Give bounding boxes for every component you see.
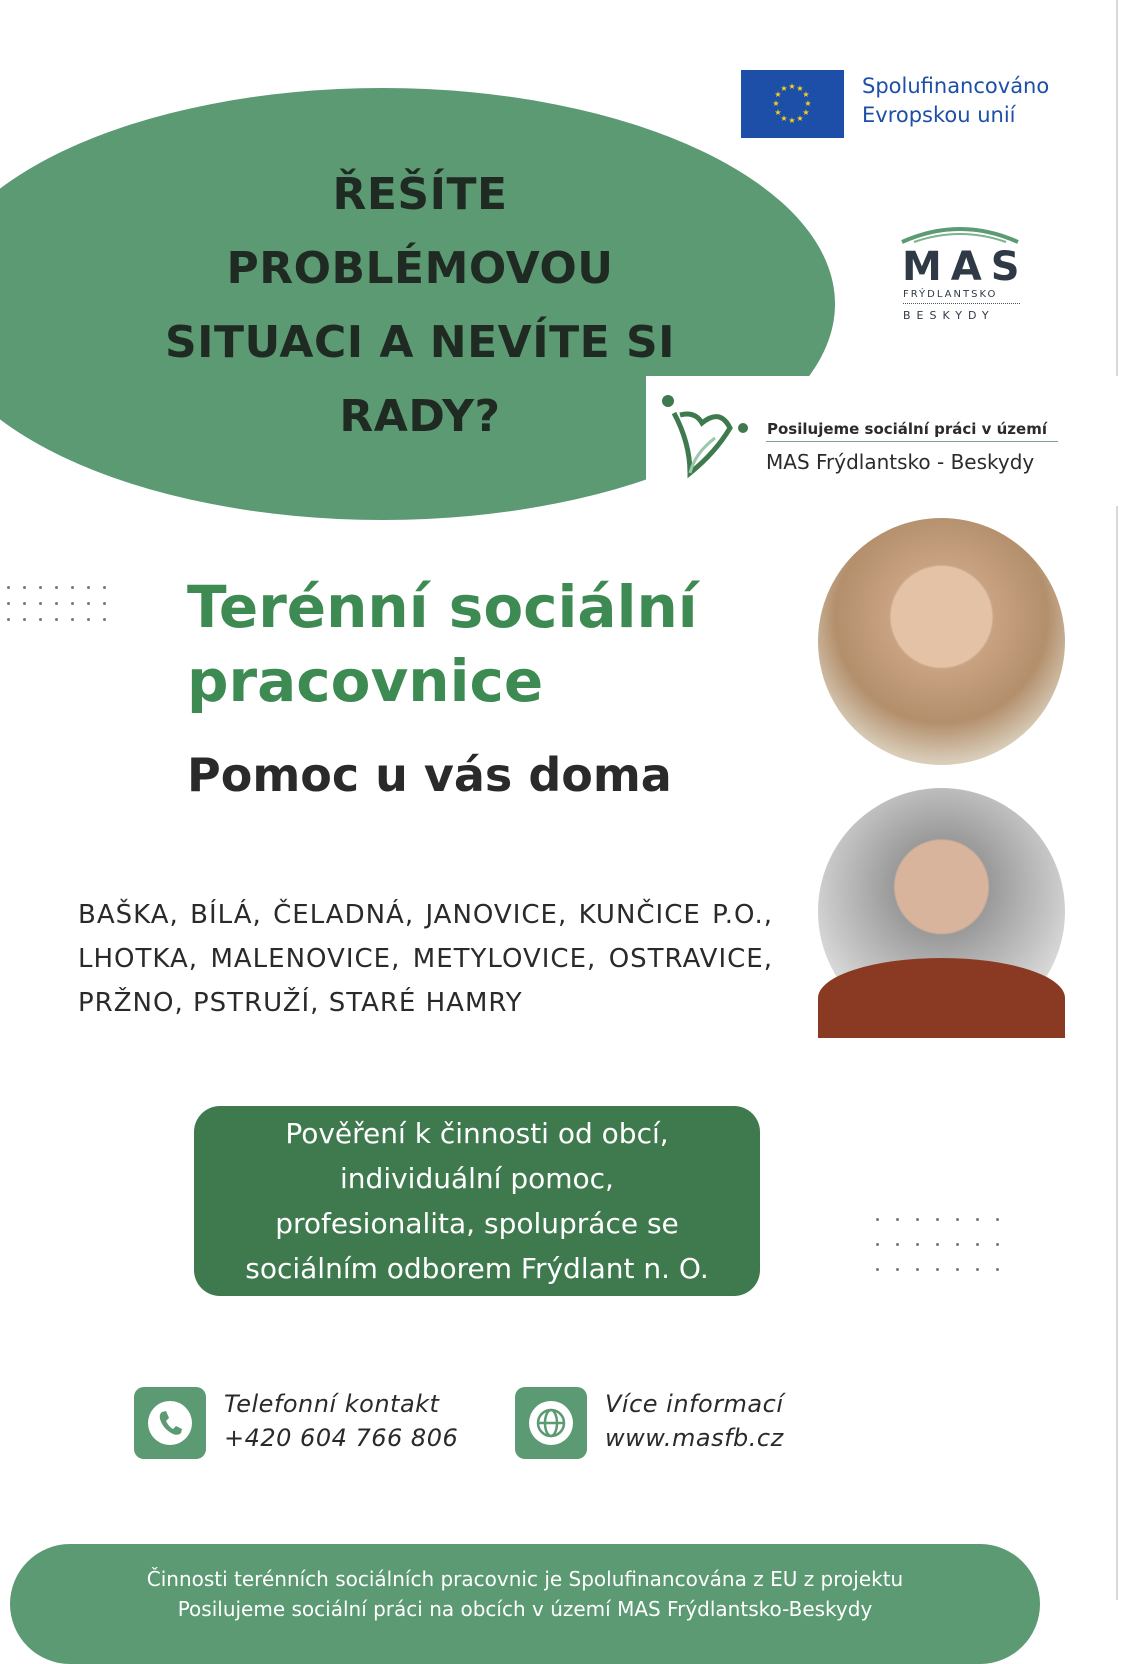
eu-flag-icon (741, 70, 844, 138)
svg-text:★: ★ (796, 114, 804, 123)
headline-line: SITUACI A NEVÍTE SI (164, 317, 676, 368)
portrait-photo-2 (818, 788, 1065, 1035)
headline-line: PROBLÉMOVOU (226, 243, 614, 294)
tagline-line1: Posilujeme sociální práci v území (767, 420, 1047, 438)
municipalities-list: BAŠKA, BÍLÁ, ČELADNÁ, JANOVICE, KUNČICE P.O., LHOTKA, MALENOVICE, METYLOVICE, OSTRAVICE, PRŽNO, PSTRUŽÍ, STARÉ HAMRY (78, 900, 773, 1018)
svg-text:★: ★ (780, 84, 788, 93)
info-box (194, 1106, 760, 1296)
portrait-scarf (818, 958, 1065, 1038)
phone-contact[interactable] (224, 1387, 458, 1455)
phone-number[interactable]: +420 604 766 806 (224, 1424, 459, 1452)
main-title-line2: pracovnice (187, 647, 544, 715)
web-contact[interactable] (605, 1387, 784, 1455)
info-line: sociálním odborem Frýdlant n. O. (245, 1252, 709, 1285)
mas-logo-divider (903, 303, 1020, 305)
main-title (187, 570, 747, 718)
web-link[interactable]: www.masfb.cz (605, 1424, 784, 1452)
heart-logo-icon (660, 393, 760, 478)
globe-icon[interactable] (515, 1387, 587, 1459)
main-title-line1: Terénní sociální (187, 573, 698, 641)
phone-label: Telefonní kontakt (224, 1390, 440, 1418)
mas-logo-sub2: BESKYDY (903, 309, 995, 322)
web-label: Více informací (605, 1390, 784, 1418)
decorative-dots-right (876, 1218, 999, 1271)
svg-text:★: ★ (796, 84, 804, 93)
svg-text:★: ★ (774, 108, 782, 117)
eu-line1: Spolufinancováno (862, 74, 1050, 98)
tagline-divider (766, 441, 1058, 442)
footer-line2: Posilujeme sociální práci na obcích v území MAS Frýdlantsko-Beskydy (177, 1597, 873, 1621)
info-line: Pověření k činnosti od obcí, (285, 1117, 669, 1150)
mas-logo-sub1: FRÝDLANTSKO (903, 289, 998, 300)
footer-banner (10, 1544, 1040, 1664)
headline-line: ŘEŠÍTE (332, 169, 508, 220)
svg-text:★: ★ (788, 82, 796, 91)
svg-text:★: ★ (774, 90, 782, 99)
decorative-dots-left (7, 586, 106, 621)
eu-cofinanced-text (862, 72, 1049, 130)
footer-line1: Činnosti terénních sociálních pracovnic je Spolufinancována z EU z projektu (146, 1567, 904, 1591)
portrait-photo-1 (818, 518, 1065, 765)
svg-text:★: ★ (802, 108, 810, 117)
mountain-arc-icon (900, 222, 1020, 246)
svg-text:★: ★ (788, 116, 796, 125)
subtitle: Pomoc u vás doma (187, 748, 672, 802)
headline (155, 158, 685, 454)
tagline-line2: MAS Frýdlantsko - Beskydy (766, 450, 1035, 474)
svg-text:★: ★ (772, 99, 780, 108)
svg-text:★: ★ (804, 99, 812, 108)
svg-text:★: ★ (780, 114, 788, 123)
scan-edge (1116, 0, 1118, 1600)
eu-line2: Evropskou unií (862, 103, 1016, 127)
svg-text:★: ★ (802, 90, 810, 99)
headline-line: RADY? (339, 391, 501, 442)
phone-icon[interactable] (134, 1387, 206, 1459)
info-line: individuální pomoc, (340, 1162, 614, 1195)
mas-logo-word: MAS (902, 244, 1029, 290)
info-line: profesionalita, spolupráce se (275, 1207, 679, 1240)
